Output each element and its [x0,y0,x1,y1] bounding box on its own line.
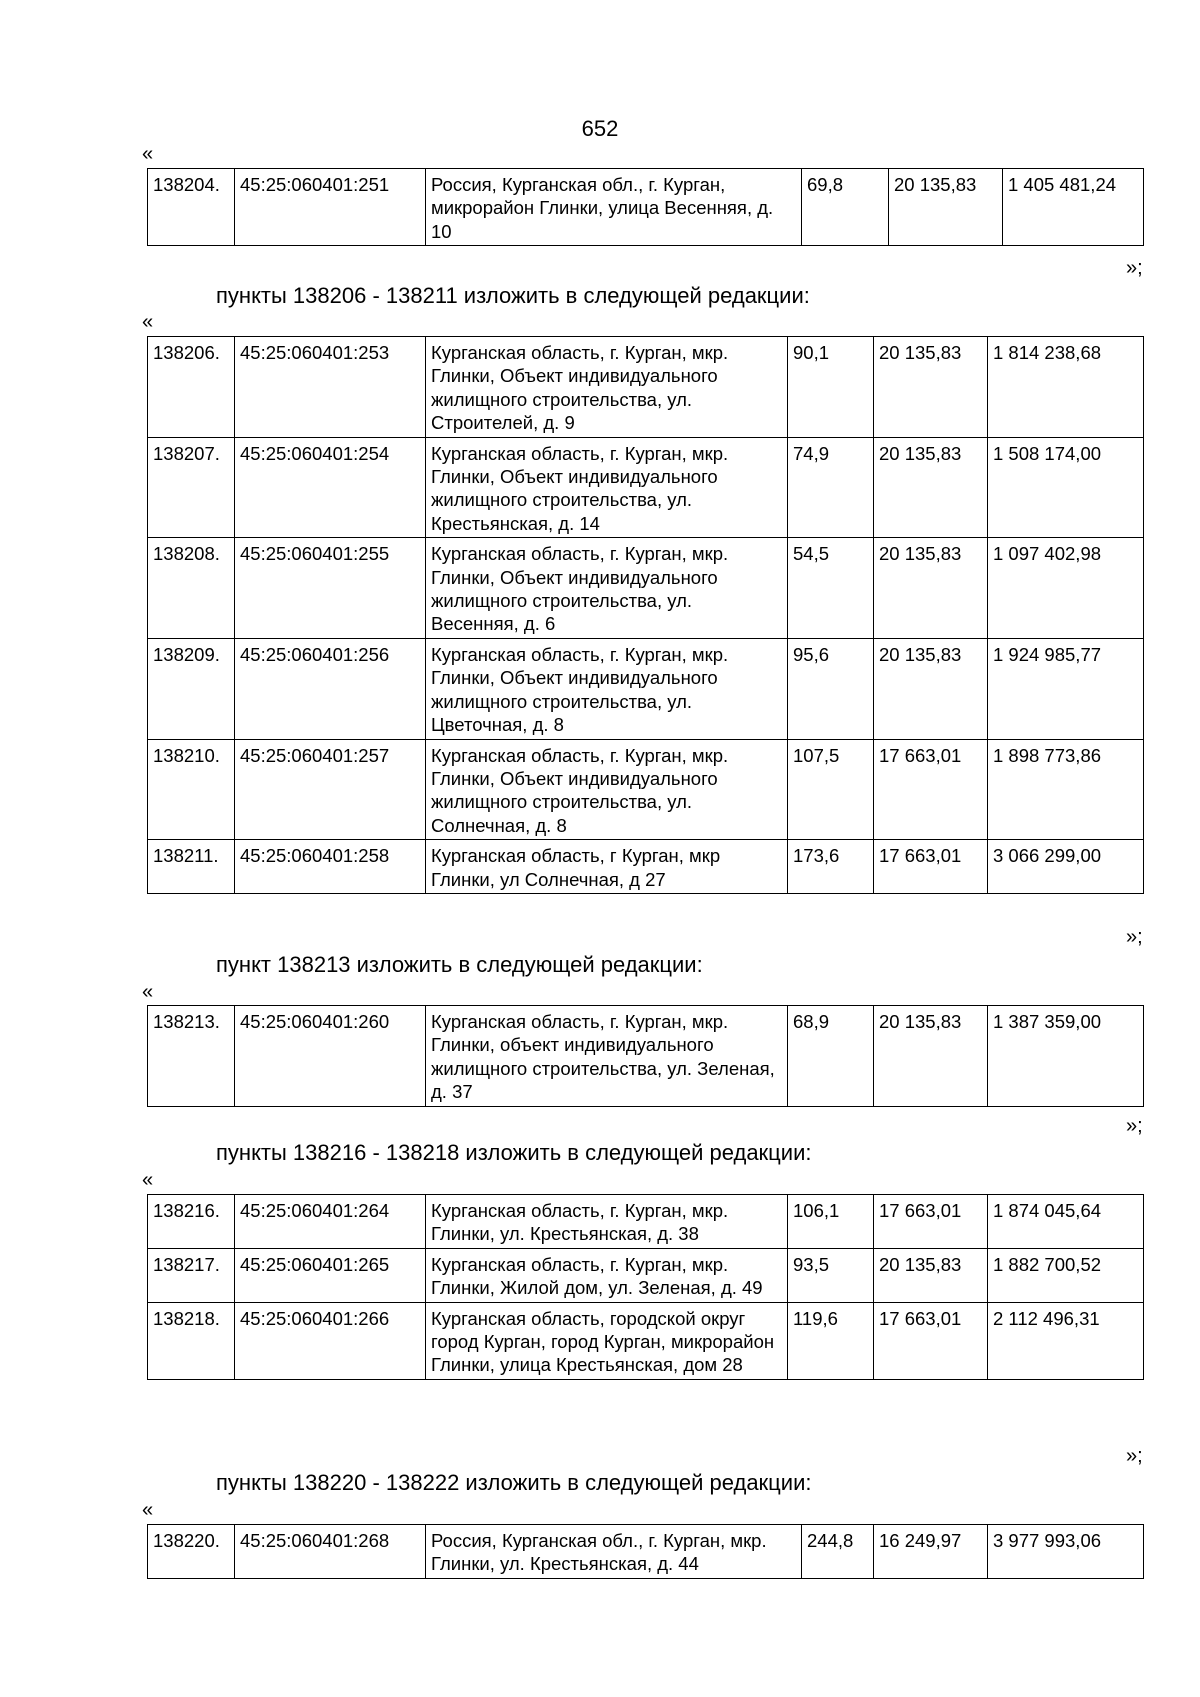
section-3-table [147,1194,1144,1380]
table-row [148,1248,1144,1302]
row-number: 138209. [148,638,235,739]
table-row [148,840,1144,894]
section-intro: пункты 138220 - 138222 изложить в следующей редакции: [216,1470,812,1495]
cadastral-number: 45:25:060401:251 [235,169,426,246]
address: Курганская область, городской округ город Курган, город Курган, микрорайон Глинки, улица Крестьянская, дом 28 [426,1302,788,1379]
area: 106,1 [788,1195,874,1249]
total-value: 1 814 238,68 [988,337,1144,438]
total-value: 1 874 045,64 [988,1195,1144,1249]
section-intro: пункты 138206 - 138211 изложить в следующей редакции: [216,283,810,308]
cadastral-number: 45:25:060401:264 [235,1195,426,1249]
area: 74,9 [788,437,874,538]
close-quote: »; [1126,926,1143,948]
open-quote: « [142,981,154,1003]
cadastral-number: 45:25:060401:258 [235,840,426,894]
cadastral-number: 45:25:060401:268 [235,1525,426,1579]
area: 93,5 [788,1248,874,1302]
total-value: 3 066 299,00 [988,840,1144,894]
section-intro: пункты 138216 - 138218 изложить в следующей редакции: [216,1140,812,1165]
unit-price: 20 135,83 [874,538,988,639]
table-row [148,1195,1144,1249]
cadastral-number: 45:25:060401:256 [235,638,426,739]
table-row [148,437,1144,538]
close-quote: »; [1126,257,1143,279]
address: Курганская область, г. Курган, мкр. Глинки, ул. Крестьянская, д. 38 [426,1195,788,1249]
row-number: 138207. [148,437,235,538]
open-quote: « [142,143,154,165]
unit-price: 17 663,01 [874,1195,988,1249]
table-row [148,337,1144,438]
page-number: 652 [581,116,619,141]
cadastral-number: 45:25:060401:257 [235,739,426,840]
section-1-table [147,336,1144,894]
row-number: 138211. [148,840,235,894]
close-quote: »; [1126,1115,1143,1137]
unit-price: 20 135,83 [874,1006,988,1107]
cadastral-number: 45:25:060401:266 [235,1302,426,1379]
unit-price: 20 135,83 [874,337,988,438]
total-value: 1 882 700,52 [988,1248,1144,1302]
row-number: 138217. [148,1248,235,1302]
row-number: 138216. [148,1195,235,1249]
total-value: 3 977 993,06 [988,1525,1144,1579]
address: Курганская область, г. Курган, мкр. Глинки, Объект индивидуального жилищного строительства, ул. Крестьянская, д. 14 [426,437,788,538]
section-2-table [147,1005,1144,1107]
table-row [148,1525,1144,1579]
address: Россия, Курганская обл., г. Курган, микрорайон Глинки, улица Весенняя, д. 10 [426,169,802,246]
section-4-table [147,1524,1144,1579]
row-number: 138220. [148,1525,235,1579]
address: Курганская область, г. Курган, мкр. Глинки, Объект индивидуального жилищного строительства, ул. Солнечная, д. 8 [426,739,788,840]
address: Курганская область, г. Курган, мкр. Глинки, Объект индивидуального жилищного строительства, ул. Весенняя, д. 6 [426,538,788,639]
total-value: 1 387 359,00 [988,1006,1144,1107]
table-row [148,538,1144,639]
table-row [148,1006,1144,1107]
cadastral-number: 45:25:060401:253 [235,337,426,438]
close-quote: »; [1126,1445,1143,1467]
area: 107,5 [788,739,874,840]
cadastral-number: 45:25:060401:260 [235,1006,426,1107]
address: Россия, Курганская обл., г. Курган, мкр. Глинки, ул. Крестьянская, д. 44 [426,1525,802,1579]
area: 90,1 [788,337,874,438]
row-number: 138204. [148,169,235,246]
address: Курганская область, г. Курган, мкр. Глинки, Жилой дом, ул. Зеленая, д. 49 [426,1248,788,1302]
section-0-table [147,168,1144,246]
open-quote: « [142,311,154,333]
area: 119,6 [788,1302,874,1379]
unit-price: 20 135,83 [874,638,988,739]
unit-price: 20 135,83 [874,437,988,538]
open-quote: « [142,1499,154,1521]
section-intro: пункт 138213 изложить в следующей редакции: [216,952,703,977]
area: 173,6 [788,840,874,894]
total-value: 1 508 174,00 [988,437,1144,538]
unit-price: 16 249,97 [874,1525,988,1579]
row-number: 138213. [148,1006,235,1107]
area: 68,9 [788,1006,874,1107]
area: 54,5 [788,538,874,639]
area: 69,8 [802,169,889,246]
total-value: 1 097 402,98 [988,538,1144,639]
table-row [148,638,1144,739]
total-value: 2 112 496,31 [988,1302,1144,1379]
unit-price: 17 663,01 [874,739,988,840]
unit-price: 17 663,01 [874,840,988,894]
unit-price: 20 135,83 [874,1248,988,1302]
total-value: 1 924 985,77 [988,638,1144,739]
unit-price: 17 663,01 [874,1302,988,1379]
unit-price: 20 135,83 [889,169,1003,246]
row-number: 138210. [148,739,235,840]
cadastral-number: 45:25:060401:254 [235,437,426,538]
table-row [148,739,1144,840]
address: Курганская область, г. Курган, мкр. Глинки, Объект индивидуального жилищного строительства, ул. Цветочная, д. 8 [426,638,788,739]
total-value: 1 405 481,24 [1003,169,1144,246]
address: Курганская область, г. Курган, мкр. Глинки, объект индивидуального жилищного строительства, ул. Зеленая, д. 37 [426,1006,788,1107]
table-row [148,169,1144,246]
cadastral-number: 45:25:060401:265 [235,1248,426,1302]
row-number: 138218. [148,1302,235,1379]
area: 95,6 [788,638,874,739]
address: Курганская область, г. Курган, мкр. Глинки, Объект индивидуального жилищного строительства, ул. Строителей, д. 9 [426,337,788,438]
row-number: 138208. [148,538,235,639]
area: 244,8 [802,1525,874,1579]
address: Курганская область, г Курган, мкр Глинки, ул Солнечная, д 27 [426,840,788,894]
total-value: 1 898 773,86 [988,739,1144,840]
table-row [148,1302,1144,1379]
cadastral-number: 45:25:060401:255 [235,538,426,639]
row-number: 138206. [148,337,235,438]
open-quote: « [142,1169,154,1191]
